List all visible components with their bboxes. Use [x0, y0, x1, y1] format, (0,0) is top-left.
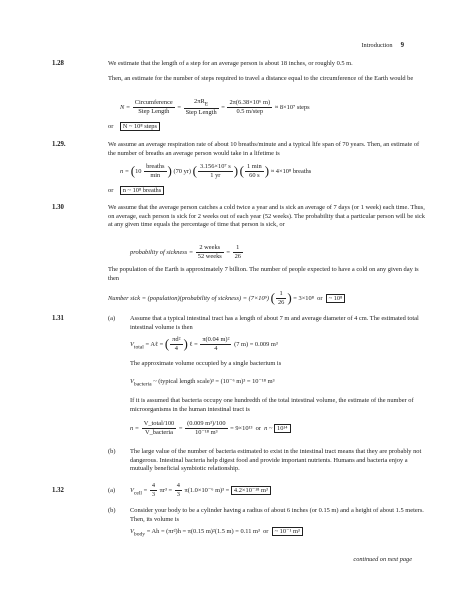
equation: $V_{cell}$ = $\frac{4}{3}$ πr³ = $\frac{4}{3}$ π(1.0×10⁻⁶ m)³ = 4.2×10⁻¹⁸ m³	[130, 482, 271, 499]
paragraph: Then, an estimate for the number of steps required to travel a distance equal to the circumference of the Earth would be	[108, 75, 414, 82]
equation: N = $\frac{\text{Circumference}}{\text{Step Length}}$ = $\frac{2\pi R_E}{\text{Step Length}}$ = $\frac{\text{2π(6.38×10⁶ m)}}{\text{0.5 m/step}}$ ≈ 8×10⁷ steps	[120, 98, 310, 117]
equation-boxed: or n ~ 10⁸ breaths	[108, 187, 164, 196]
answer-box: ~ 10⁸	[326, 294, 346, 303]
answer-box: ~ 10⁻¹ m³	[272, 527, 303, 536]
equation: $V_{body} = Ah = (\pi r^2)h = \pi(0.15$ m)²(1.5 m) = 0.11 m³ or ~ 10⁻¹ m³	[130, 528, 303, 539]
section-title: Introduction	[361, 42, 393, 49]
paragraph: Assume that a typical intestinal tract has a length of about 7 m and average diameter of 4 cm. The estimated total intestinal volume is then	[130, 315, 419, 331]
answer-box: n ~ 10⁸ breaths	[120, 186, 165, 195]
answer-box: N ~ 10⁸ steps	[120, 122, 160, 131]
answer-box: 10¹⁴	[274, 424, 291, 433]
paragraph: The approximate volume occupied by a single bacterium is	[130, 360, 282, 367]
problem-number: 1.30	[52, 204, 64, 211]
part-label: (a)	[108, 487, 116, 494]
page-number: 9	[400, 42, 404, 49]
equation: $V_{total}$ = Aℓ = ( $\frac{\text{πd²}}{4}$ ) ℓ = $\frac{\text{π(0.04 m)²}}{4}$ (7 m) = 0.009 m³	[130, 336, 278, 352]
paragraph: We estimate that the length of a step for an average person is about 18 inches, or roughly 0.5 m.	[108, 60, 353, 67]
answer-box: 4.2×10⁻¹⁸ m³	[231, 486, 271, 495]
problem-number: 1.28	[52, 60, 64, 67]
paragraph: If it is assumed that bacteria occupy one hundredth of the total intestinal volume, the estimate of the number of microorganisms in the human intestinal tract is	[130, 397, 414, 413]
equation: n = (10 $\frac{\text{breaths}}{\min}$ ) (70 yr) ( $\frac{\text{3.156×10⁷ s}}{1 yr}$ ) ( $\frac{1 \min}{60 s}$ ) ≈ 4×10⁸ breaths	[120, 163, 312, 179]
paragraph: We assume that the average person catches a cold twice a year and is sick an average of 7 days (or 1 week) each time. Thus, on average, each person is sick for 2 weeks out of each year (52 weeks). The probability that a particular person will be sick at any given time equals the percentage of time that person is sick, or	[108, 204, 425, 229]
problem-number: 1.32	[52, 487, 64, 494]
problem-number: 1.29.	[52, 141, 66, 148]
equation: probability of sickness = $\frac{\text{2 weeks}}{\text{52 weeks}}$ = $\frac{1}{26}$	[130, 244, 241, 260]
problem-number: 1.31	[52, 315, 64, 322]
paragraph: We assume an average respiration rate of about 10 breaths/minute and a typical life span of 70 years. Then, an estimate of the number of breaths an average person would take in a lifetime is	[108, 141, 420, 157]
paragraph: The large value of the number of bacteria estimated to exist in the intestinal tract means that they are probably not dangerous. Intestinal bacteria help digest food and provide important nutrients. Humans and bacteria enjoy a mutually beneficial symbiotic relationship.	[130, 448, 422, 473]
part-label: (b)	[108, 448, 116, 455]
paragraph: Consider your body to be a cylinder having a radius of about 6 inches (or 0.15 m) and a height of about 1.5 meters. Then, its volume is	[130, 507, 424, 523]
part-label: (a)	[108, 315, 116, 322]
equation: n = $\frac{\text{V\_total/100}}{\text{V\_bacteria}}$ = $\frac{\text{(0.009 m³)/100}}{\text{10⁻¹⁸ m³}}$ = 9×10¹³ or n ~ 10¹⁴	[130, 420, 291, 437]
part-label: (b)	[108, 507, 116, 514]
running-header	[361, 42, 404, 49]
equation: $V_{bacteria}$ ~ (typical length scale)³ = (10⁻⁶ m)³ = 10⁻¹⁸ m³	[130, 378, 275, 388]
equation-boxed: or N ~ 10⁸ steps	[108, 123, 160, 132]
equation: Number sick = (population)(probability of sickness) = (7×10⁹) ( $\frac{1}{26}$ ) = 3×10⁸ or ~ 10⁸	[108, 290, 345, 307]
continued-note: continued on next page	[353, 556, 412, 563]
paragraph: The population of the Earth is approximately 7 billion. The number of people expected to have a cold on any given day is then	[108, 266, 419, 282]
